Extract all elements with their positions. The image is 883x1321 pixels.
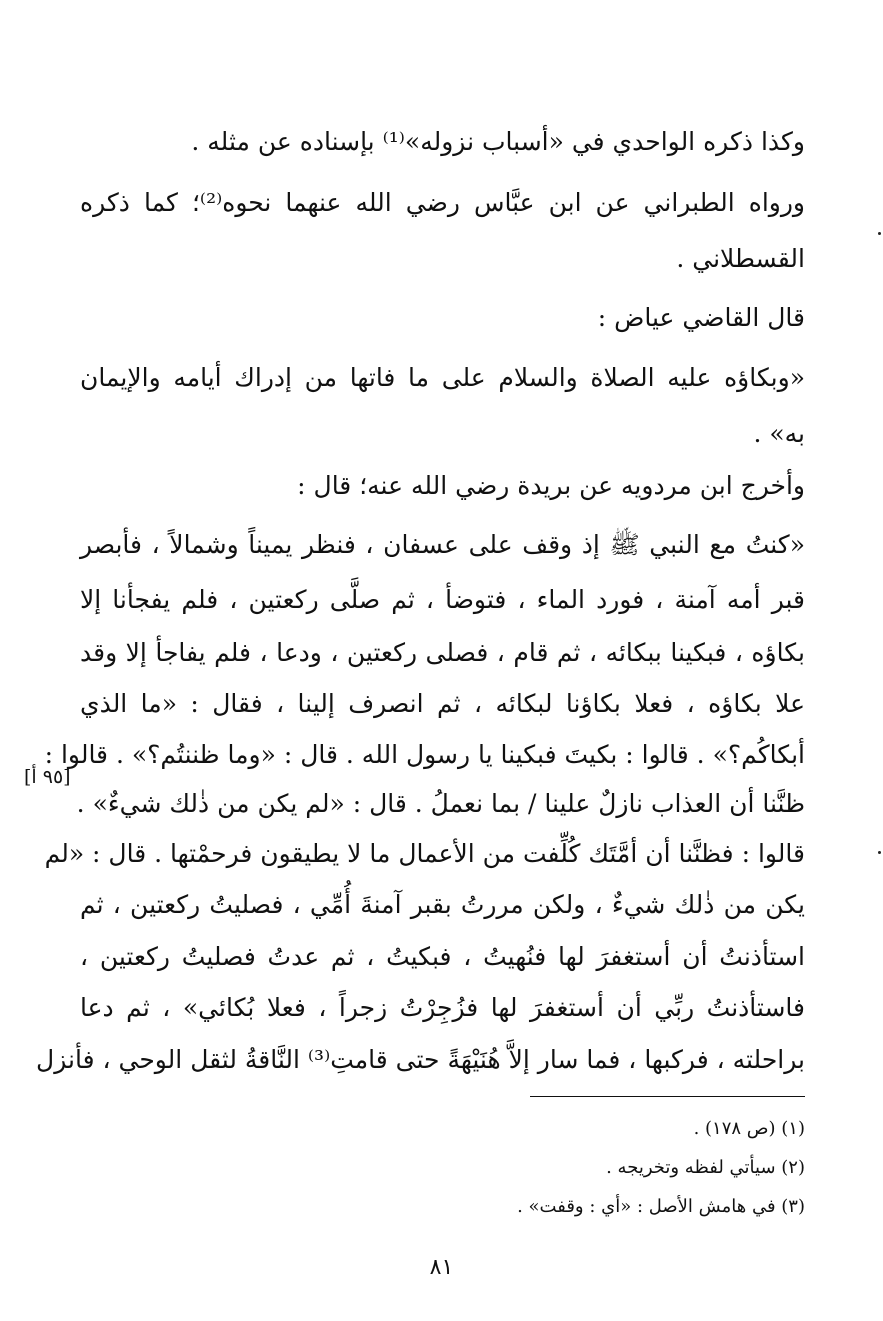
body-line-8: «كنتُ مع النبي ﷺ إذ وقف على عسفان ، فنظر يميناً وشمالاً ، فأبصر <box>80 530 805 559</box>
body-line-12: أبكاكُم؟» . قالوا : بكيتَ فبكينا يا رسول الله . قال : «وما ظننتُم؟» . قالوا : <box>44 740 805 769</box>
body-line-13: ظنَّنا أن العذاب نازلٌ علينا / بما نعملُ . قال : «لم يكن من ذٰلك شيءٌ» . <box>76 789 805 818</box>
body-line-4: قال القاضي عياض : <box>597 303 805 332</box>
body-line-15: يكن من ذٰلك شيءٌ ، ولكن مررتُ بقبر آمنةَ أُمِّي ، فصليتُ ركعتين ، ثم <box>80 890 805 919</box>
body-line-10: بكاؤه ، فبكينا ببكائه ، ثم قام ، فصلى ركعتين ، ودعا ، فلم يفاجأ إلا وقد <box>80 638 805 667</box>
body-line-7: وأخرج ابن مردويه عن بريدة رضي الله عنه؛ قال : <box>297 471 805 500</box>
body-line-1: وكذا ذكره الواحدي في «أسباب نزوله»⁽¹⁾ بإسناده عن مثله . <box>191 127 805 156</box>
body-line-9: قبر أمه آمنة ، فورد الماء ، فتوضأ ، ثم صلَّى ركعتين ، فلم يفجأنا إلا <box>80 585 805 614</box>
page-number: ٨١ <box>429 1255 454 1280</box>
body-line-16: استأذنتُ أن أستغفرَ لها فنُهيتُ ، فبكيتُ ، ثم عدتُ فصليتُ ركعتين ، <box>80 942 805 971</box>
folio-margin-note: [٩٥ أ] <box>24 766 71 788</box>
footnote-1: (١) (ص ١٧٨) . <box>693 1118 805 1139</box>
body-line-5: «وبكاؤه عليه الصلاة والسلام على ما فاتها من إدراك أيامه والإيمان <box>80 363 805 392</box>
body-line-3: القسطلاني . <box>676 244 805 273</box>
body-line-2: ورواه الطبراني عن ابن عبَّاس رضي الله عنهما نحوه⁽²⁾؛ كما ذكره <box>80 188 805 217</box>
footnote-3: (٣) في هامش الأصل : «أي : وقفت» . <box>517 1196 805 1217</box>
body-line-6: به» . <box>753 419 805 448</box>
footnote-separator <box>530 1096 805 1097</box>
body-line-18: براحلته ، فركبها ، فما سار إلاَّ هُنَيْهَةً حتى قامتِ⁽³⁾ النَّاقةُ لثقل الوحي ، فأنزل <box>36 1045 805 1074</box>
scan-speck <box>878 851 881 854</box>
body-line-14: قالوا : فظنَّنا أن أمَّتَك كُلِّفت من الأعمال ما لا يطيقون فرحمْتها . قال : «لم <box>44 839 805 868</box>
body-line-17: فاستأذنتُ ربِّي أن أستغفرَ لها فزُجِرْتُ زجراً ، فعلا بُكائي» ، ثم دعا <box>80 993 805 1022</box>
scan-speck <box>878 232 881 235</box>
footnote-2: (٢) سيأتي لفظه وتخريجه . <box>606 1157 805 1178</box>
body-line-11: علا بكاؤه ، فعلا بكاؤنا لبكائه ، ثم انصرف إلينا ، فقال : «ما الذي <box>80 689 805 718</box>
